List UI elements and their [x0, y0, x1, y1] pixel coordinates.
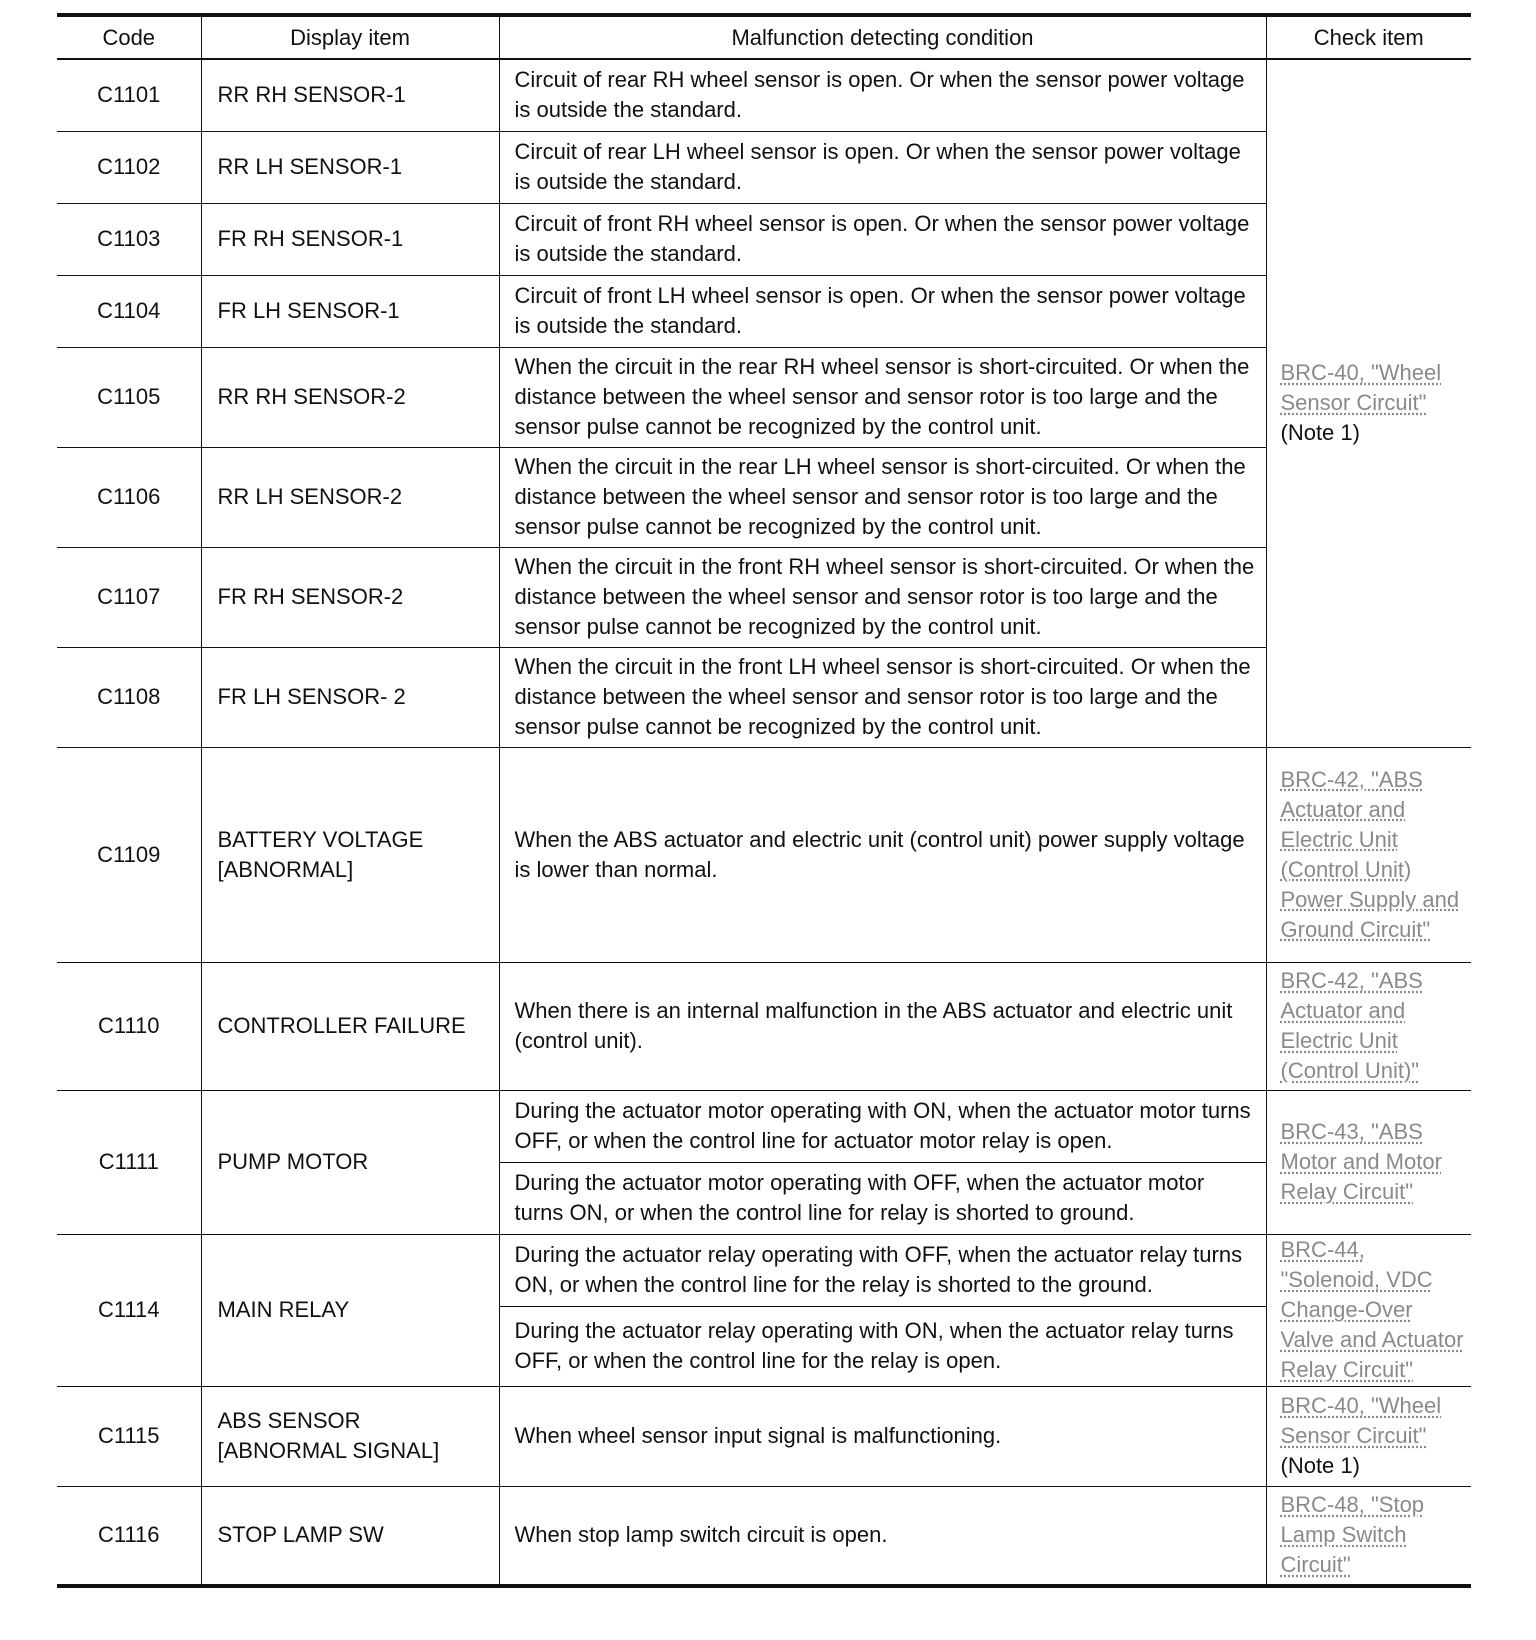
- table-row: [57, 647, 1471, 747]
- check-item-cell: [1266, 1386, 1471, 1486]
- table-row: [57, 962, 1471, 1090]
- code-cell: C1110: [57, 962, 201, 1090]
- display-item-cell: [201, 747, 499, 962]
- table-row: [57, 1486, 1471, 1586]
- table-row: [57, 1386, 1471, 1486]
- check-item-link[interactable]: BRC-40, "Wheel Sensor Circuit": [1280, 360, 1442, 416]
- condition-cell: Circuit of rear RH wheel sensor is open. Or when the sensor power voltage is outside the standard.: [499, 59, 1266, 131]
- check-item-cell: [1266, 962, 1471, 1090]
- code-cell: C1108: [57, 647, 201, 747]
- condition-cell: During the actuator relay operating with OFF, when the actuator relay turns ON, or when the control line for the relay is shorted to the ground.: [499, 1234, 1266, 1306]
- check-item-note: (Note 1): [1280, 420, 1360, 446]
- condition-cell: Circuit of front LH wheel sensor is open. Or when the sensor power voltage is outside the standard.: [499, 275, 1266, 347]
- table-row: [57, 59, 1471, 131]
- dtc-table: [57, 13, 1471, 1588]
- condition-cell: When the circuit in the front LH wheel sensor is short-circuited. Or when the distance between the wheel sensor and sensor rotor is too large and the sensor pulse cannot be recognized by the control unit.: [499, 647, 1266, 747]
- condition-cell: When the circuit in the rear LH wheel sensor is short-circuited. Or when the distance between the wheel sensor and sensor rotor is too large and the sensor pulse cannot be recognized by the control unit.: [499, 447, 1266, 547]
- display-item-cell: STOP LAMP SW: [201, 1486, 499, 1586]
- check-item-cell: [1266, 747, 1471, 962]
- code-cell: C1111: [57, 1090, 201, 1234]
- display-item-cell: PUMP MOTOR: [201, 1090, 499, 1234]
- table-row: [57, 447, 1471, 547]
- code-cell: C1109: [57, 747, 201, 962]
- code-cell: C1104: [57, 275, 201, 347]
- table-row: [57, 1234, 1471, 1306]
- display-item-line: [ABNORMAL]: [217, 856, 354, 882]
- condition-cell: When the circuit in the rear RH wheel sensor is short-circuited. Or when the distance between the wheel sensor and sensor rotor is too large and the sensor pulse cannot be recognized by the control unit.: [499, 347, 1266, 447]
- code-cell: C1106: [57, 447, 201, 547]
- code-cell: C1101: [57, 59, 201, 131]
- display-item-cell: RR RH SENSOR-1: [201, 59, 499, 131]
- code-cell: C1102: [57, 131, 201, 203]
- check-item-link[interactable]: BRC-42, "ABS Actuator and Electric Unit (Control Unit)": [1280, 968, 1423, 1083]
- table-row: [57, 1090, 1471, 1162]
- check-item-cell: [1266, 1486, 1471, 1586]
- condition-cell: During the actuator relay operating with ON, when the actuator relay turns OFF, or when the control line for the relay is open.: [499, 1306, 1266, 1386]
- condition-cell: During the actuator motor operating with ON, when the actuator motor turns OFF, or when the control line for actuator motor relay is open.: [499, 1090, 1266, 1162]
- condition-cell: During the actuator motor operating with OFF, when the actuator motor turns ON, or when the control line for relay is shorted to ground.: [499, 1162, 1266, 1234]
- code-cell: C1103: [57, 203, 201, 275]
- check-item-link[interactable]: BRC-43, "ABS Motor and Motor Relay Circuit": [1280, 1119, 1442, 1204]
- check-item-cell: [1266, 59, 1471, 747]
- check-item-link[interactable]: BRC-42, "ABS Actuator and Electric Unit (Control Unit) Power Supply and Ground Circuit": [1280, 766, 1460, 942]
- code-cell: C1116: [57, 1486, 201, 1586]
- condition-cell: When the ABS actuator and electric unit (control unit) power supply voltage is lower than normal.: [499, 747, 1266, 962]
- condition-cell: When wheel sensor input signal is malfunctioning.: [499, 1386, 1266, 1486]
- check-item-note: (Note 1): [1280, 1453, 1360, 1478]
- display-item-cell: [201, 1386, 499, 1486]
- check-item-cell: [1266, 1234, 1471, 1386]
- display-item-cell: RR LH SENSOR-2: [201, 447, 499, 547]
- display-item-cell: FR LH SENSOR- 2: [201, 647, 499, 747]
- check-item-link[interactable]: BRC-44, "Solenoid, VDC Change-Over Valve and Actuator Relay Circuit": [1280, 1237, 1464, 1382]
- table-row: [57, 347, 1471, 447]
- check-item-cell: [1266, 1090, 1471, 1234]
- display-item-cell: MAIN RELAY: [201, 1234, 499, 1386]
- condition-cell: When the circuit in the front RH wheel sensor is short-circuited. Or when the distance between the wheel sensor and sensor rotor is too large and the sensor pulse cannot be recognized by the control unit.: [499, 547, 1266, 647]
- header-condition: Malfunction detecting condition: [499, 15, 1266, 59]
- code-cell: C1115: [57, 1386, 201, 1486]
- check-item-link[interactable]: BRC-40, "Wheel Sensor Circuit": [1280, 1393, 1442, 1448]
- code-cell: C1114: [57, 1234, 201, 1386]
- display-item-cell: RR RH SENSOR-2: [201, 347, 499, 447]
- display-item-cell: FR LH SENSOR-1: [201, 275, 499, 347]
- display-item-cell: RR LH SENSOR-1: [201, 131, 499, 203]
- code-cell: C1105: [57, 347, 201, 447]
- display-item-line: [ABNORMAL SIGNAL]: [217, 1438, 440, 1463]
- header-check-item: Check item: [1266, 15, 1471, 59]
- display-item-line: BATTERY VOLTAGE: [217, 826, 424, 852]
- condition-cell: When stop lamp switch circuit is open.: [499, 1486, 1266, 1586]
- condition-cell: Circuit of rear LH wheel sensor is open. Or when the sensor power voltage is outside the standard.: [499, 131, 1266, 203]
- code-cell: C1107: [57, 547, 201, 647]
- table-row: [57, 131, 1471, 203]
- table-row: [57, 275, 1471, 347]
- table-row: [57, 747, 1471, 962]
- display-item-cell: CONTROLLER FAILURE: [201, 962, 499, 1090]
- display-item-cell: FR RH SENSOR-2: [201, 547, 499, 647]
- header-row: [57, 15, 1471, 59]
- condition-cell: When there is an internal malfunction in the ABS actuator and electric unit (control unit).: [499, 962, 1266, 1090]
- condition-cell: Circuit of front RH wheel sensor is open. Or when the sensor power voltage is outside the standard.: [499, 203, 1266, 275]
- header-display-item: Display item: [201, 15, 499, 59]
- table-row: [57, 547, 1471, 647]
- check-item-link[interactable]: BRC-48, "Stop Lamp Switch Circuit": [1280, 1492, 1425, 1578]
- display-item-cell: FR RH SENSOR-1: [201, 203, 499, 275]
- display-item-line: ABS SENSOR: [217, 1408, 361, 1433]
- header-code: Code: [57, 15, 201, 59]
- table-row: [57, 203, 1471, 275]
